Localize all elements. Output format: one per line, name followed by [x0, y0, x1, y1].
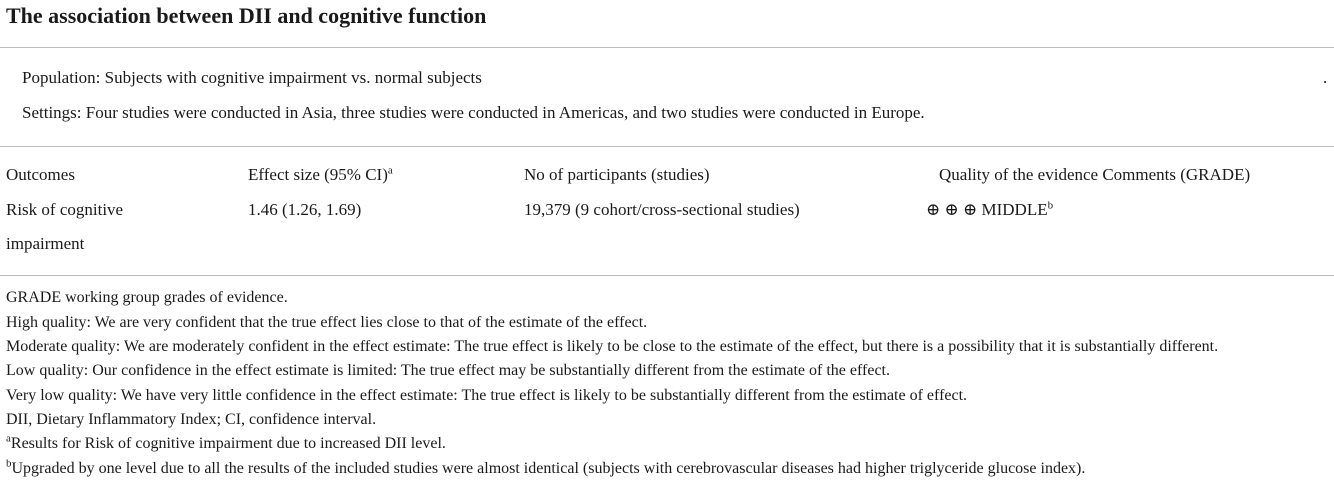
rule-header — [0, 146, 1334, 147]
population-trailing-dot: . — [1323, 68, 1328, 87]
footnote-high: High quality: We are very confident that the true effect lies close to that of the estimate of the effect. — [6, 314, 648, 331]
settings-line: Settings: Four studies were conducted in Asia, three studies were conducted in Americas, and two studies were conducted in Europe. — [22, 103, 925, 122]
table-title: The association between DII and cognitive function — [6, 3, 487, 28]
footnote-low: Low quality: Our confidence in the effect estimate is limited: The true effect may be substantially different from the estimate of the effect. — [6, 362, 890, 379]
cell-outcome-line1: Risk of cognitive — [6, 200, 124, 219]
footnote-marker-b: b — [1047, 199, 1054, 212]
col-header-quality-label: Quality of the evidence Comments (GRADE) — [939, 165, 1251, 184]
footnote-grade: GRADE working group grades of evidence. — [6, 289, 288, 306]
col-header-outcomes — [6, 164, 75, 186]
cell-quality — [926, 199, 1053, 221]
footnote-b-text: Upgraded by one level due to all the results of the included studies were almost identical (subjects with cerebrovascular diseases had higher triglyceride glucose index). — [11, 460, 1086, 477]
col-header-effect-size — [248, 164, 393, 186]
cell-outcome-line2: impairment — [6, 234, 85, 253]
footnote-marker-a: a — [387, 164, 393, 177]
rule-top — [0, 47, 1334, 48]
footnote-moderate: Moderate quality: We are moderately confident in the effect estimate: The true effect is likely to be close to the estimate of the effect, but there is a possibility that it is substantially different. — [6, 338, 1219, 355]
footnote-b — [6, 459, 1085, 479]
footnote-a — [6, 434, 446, 454]
footnote-a-text: Results for Risk of cognitive impairment due to increased DII level. — [10, 435, 446, 452]
footnote-b-mark: b — [6, 457, 12, 470]
footnote-a-mark: a — [6, 432, 11, 445]
population-line: Population: Subjects with cognitive impairment vs. normal subjects — [22, 68, 482, 87]
col-header-participants-label: No of participants (studies) — [524, 165, 710, 184]
cell-quality-label: ⊕ ⊕ ⊕ MIDDLE — [926, 200, 1048, 219]
cell-participants: 19,379 (9 cohort/cross-sectional studies) — [524, 200, 800, 219]
footnote-abbreviations: DII, Dietary Inflammatory Index; CI, confidence interval. — [6, 411, 377, 428]
col-header-participants — [524, 164, 710, 186]
rule-footer — [0, 275, 1334, 276]
col-header-quality — [939, 164, 1250, 186]
col-header-outcomes-label: Outcomes — [6, 165, 75, 184]
cell-effect-size: 1.46 (1.26, 1.69) — [248, 200, 362, 219]
col-header-effect-size-label: Effect size (95% CI) — [248, 165, 388, 184]
footnote-very-low: Very low quality: We have very little confidence in the effect estimate: The true effect is likely to be substantially different from the estimate of effect. — [6, 387, 968, 404]
